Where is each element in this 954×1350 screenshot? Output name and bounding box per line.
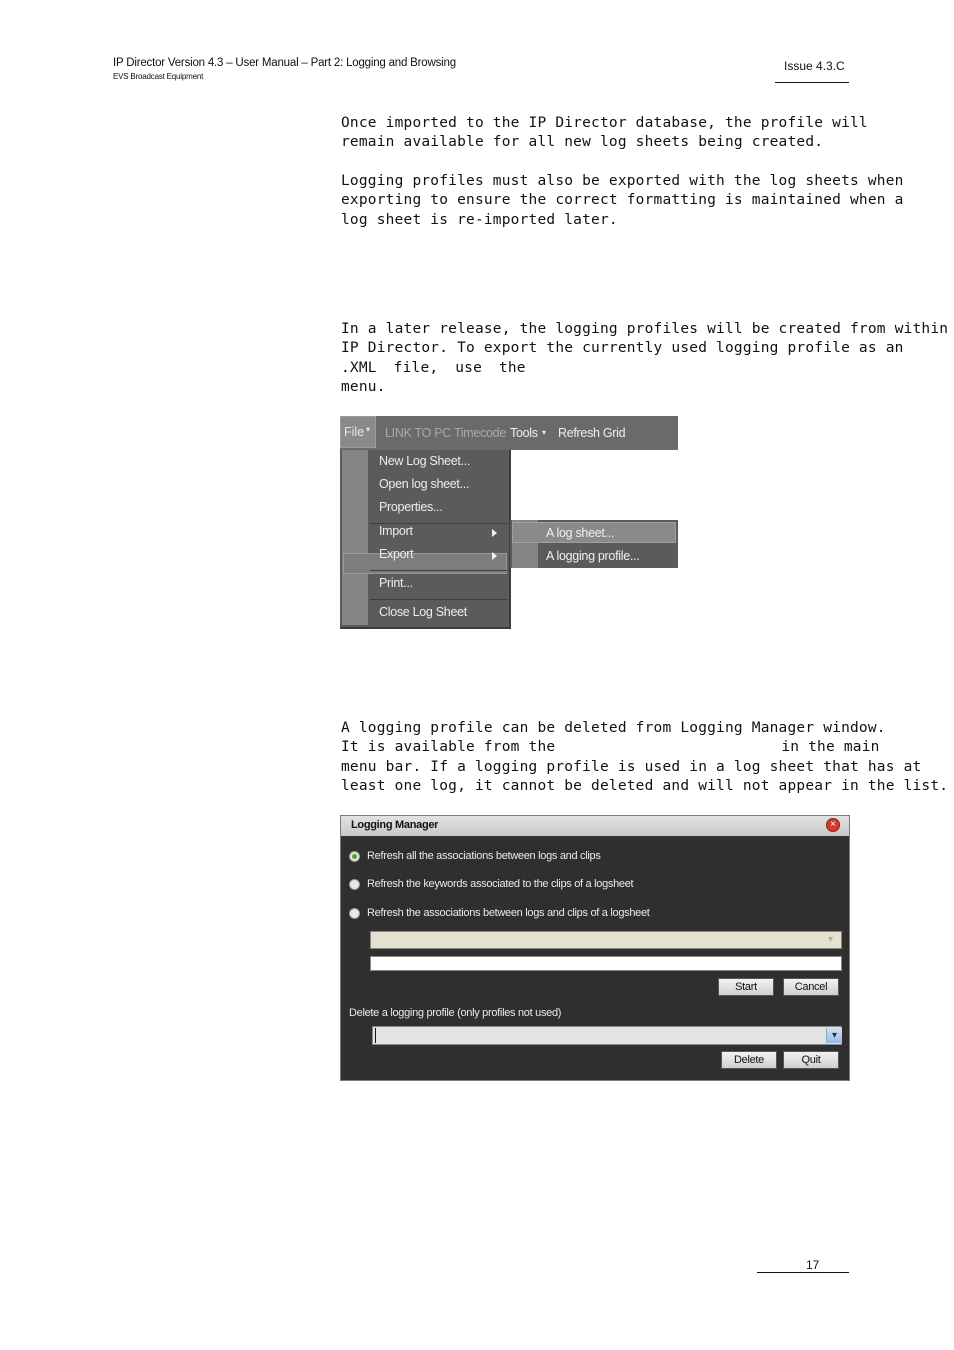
text-cursor: [375, 1028, 376, 1043]
option-label: Refresh the keywords associated to the clips of a logsheet: [367, 878, 634, 890]
paragraph-export-with-logsheets: [341, 172, 904, 230]
option-label: Refresh all the associations between logs and clips: [367, 850, 601, 862]
text-line-split: [341, 738, 880, 757]
file-menu-button[interactable]: [340, 416, 376, 448]
menu-item-print[interactable]: Print...: [379, 576, 413, 590]
footer-rule: [757, 1272, 849, 1273]
import-submenu: [510, 520, 678, 568]
radio-unselected[interactable]: [349, 879, 360, 890]
quit-button[interactable]: Quit: [783, 1051, 839, 1069]
menu-item-properties[interactable]: Properties...: [379, 500, 443, 514]
menu-gutter: [342, 450, 368, 625]
option-label: Refresh the associations between logs and clips of a logsheet: [367, 907, 650, 919]
file-dropdown: [340, 450, 511, 629]
link-pc-timecode-menu[interactable]: LINK TO PC Timecode: [385, 426, 506, 440]
chevron-down-icon: ▾: [366, 425, 371, 434]
menu-bar: [340, 416, 678, 450]
text-line: Once imported to the IP Director database, the profile will: [341, 115, 868, 131]
menu-separator: [370, 599, 507, 600]
text-fragment: It is available from the: [341, 739, 556, 756]
logsheet-select[interactable]: [370, 931, 842, 949]
menu-item-close-log-sheet[interactable]: Close Log Sheet: [379, 605, 467, 619]
menu-item-new-log-sheet[interactable]: New Log Sheet...: [379, 454, 471, 468]
menu-separator: [370, 570, 507, 571]
header-rule: [775, 82, 849, 83]
text-line: IP Director. To export the currently used logging profile as an: [341, 340, 904, 357]
text-line: least one log, it cannot be deleted and will not appear in the list.: [341, 777, 949, 794]
text-line: Logging profiles must also be exported with the log sheets when: [341, 173, 904, 189]
submenu-arrow-icon: [492, 552, 497, 560]
chevron-down-icon: ▾: [542, 428, 546, 437]
cancel-button[interactable]: Cancel: [783, 978, 839, 996]
header-subtitle: EVS Broadcast Equipment: [113, 72, 204, 81]
refresh-grid-menu[interactable]: Refresh Grid: [558, 426, 626, 440]
close-icon[interactable]: ×: [826, 818, 840, 832]
dialog-title-bar: [341, 816, 849, 836]
text-line: A logging profile can be deleted from Logging Manager window.: [341, 720, 886, 736]
file-menu-screenshot: [340, 416, 678, 629]
submenu-item-log-sheet[interactable]: A log sheet...: [546, 526, 615, 540]
progress-bar: [370, 956, 842, 971]
menu-item-export[interactable]: Export: [379, 547, 414, 561]
text-line: exporting to ensure the correct formatting is maintained when a: [341, 192, 904, 209]
dialog-body: [341, 836, 849, 1080]
text-fragment: in the main: [781, 739, 880, 756]
text-line: log sheet is re-imported later.: [341, 211, 618, 228]
text-line: .XML file, use the: [341, 359, 526, 376]
file-menu-label: File: [344, 425, 365, 439]
delete-button[interactable]: Delete: [721, 1051, 777, 1069]
paragraph-delete-profile: [341, 719, 949, 796]
header-title: IP Director Version 4.3 – User Manual – Part 2: Logging and Browsing: [113, 57, 456, 69]
menu-item-import[interactable]: Import: [379, 524, 413, 538]
submenu-item-logging-profile[interactable]: A logging profile...: [546, 549, 640, 563]
paragraph-import-availability: [341, 114, 868, 153]
header-issue: Issue 4.3.C: [784, 59, 845, 73]
chevron-down-icon: ▾: [828, 934, 834, 945]
menu-item-open-log-sheet[interactable]: Open log sheet...: [379, 477, 470, 491]
logging-manager-dialog: [340, 815, 850, 1081]
delete-section-label: Delete a logging profile (only profiles not used): [349, 1007, 562, 1019]
tools-menu[interactable]: Tools: [510, 426, 538, 440]
logging-profile-select[interactable]: [372, 1026, 842, 1045]
text-line: remain available for all new log sheets being created.: [341, 134, 824, 151]
radio-selected[interactable]: [349, 851, 360, 862]
chevron-down-icon[interactable]: ▾: [826, 1028, 842, 1043]
text-line: menu.: [341, 378, 386, 395]
page-number: 17: [806, 1258, 820, 1272]
submenu-arrow-icon: [492, 529, 497, 537]
paragraph-export-profile: [341, 320, 949, 397]
start-button[interactable]: Start: [718, 978, 774, 996]
dialog-title: Logging Manager: [351, 819, 439, 831]
radio-unselected[interactable]: [349, 908, 360, 919]
text-line: In a later release, the logging profiles will be created from within: [341, 321, 949, 337]
text-line: menu bar. If a logging profile is used in a log sheet that has at: [341, 758, 922, 775]
